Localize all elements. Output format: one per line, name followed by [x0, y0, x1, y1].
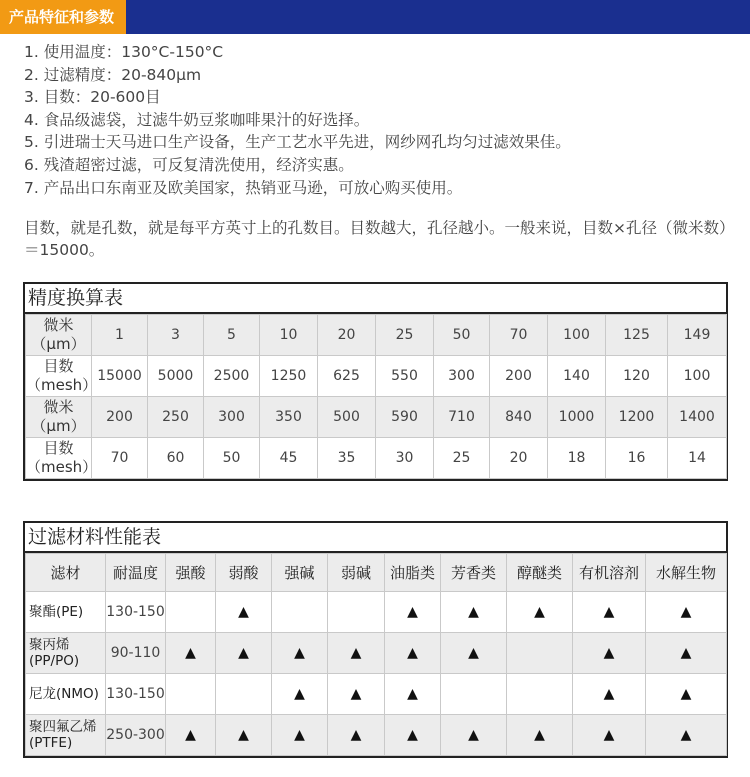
micron-cell: 149	[668, 315, 727, 356]
micron-cell: 350	[260, 397, 318, 438]
micron-row	[26, 397, 727, 438]
mesh-cell: 120	[606, 356, 668, 397]
feature-item: 5. 引进瑞士天马进口生产设备，生产工艺水平先进，网纱网孔均匀过滤效果佳。	[24, 133, 571, 152]
mesh-cell: 1250	[260, 356, 318, 397]
header-cell: 醇醚类	[507, 554, 573, 592]
compat-cell	[328, 715, 385, 756]
mesh-row	[26, 438, 727, 479]
triangle-mark-icon: ▲	[407, 604, 418, 620]
compat-cell	[441, 633, 507, 674]
mesh-cell: 300	[434, 356, 490, 397]
mesh-cell: 625	[318, 356, 376, 397]
material-row	[26, 715, 727, 756]
compat-cell	[216, 592, 272, 633]
mesh-cell: 550	[376, 356, 434, 397]
material-temp: 130-150	[106, 674, 166, 715]
compat-cell	[216, 674, 272, 715]
compat-cell	[507, 715, 573, 756]
mesh-cell: 30	[376, 438, 434, 479]
header-cell: 强酸	[166, 554, 216, 592]
mesh-row	[26, 356, 727, 397]
micron-cell: 1	[92, 315, 148, 356]
triangle-mark-icon: ▲	[407, 727, 418, 743]
micron-cell: 50	[434, 315, 490, 356]
material-name: 聚四氟乙烯(PTFE)	[26, 715, 106, 756]
header-cell: 滤材	[26, 554, 106, 592]
compat-cell	[441, 715, 507, 756]
mesh-cell: 140	[548, 356, 606, 397]
material-temp: 90-110	[106, 633, 166, 674]
compat-cell	[216, 633, 272, 674]
micron-cell: 100	[548, 315, 606, 356]
mesh-cell: 45	[260, 438, 318, 479]
mesh-cell: 25	[434, 438, 490, 479]
micron-cell: 20	[318, 315, 376, 356]
header-cell: 弱酸	[216, 554, 272, 592]
triangle-mark-icon: ▲	[185, 727, 196, 743]
section-header	[0, 0, 750, 34]
triangle-mark-icon: ▲	[294, 645, 305, 661]
mesh-cell: 60	[148, 438, 204, 479]
header-cell: 水解生物	[646, 554, 727, 592]
micron-cell: 500	[318, 397, 376, 438]
material-table	[23, 521, 728, 758]
mesh-cell: 70	[92, 438, 148, 479]
micron-cell: 200	[92, 397, 148, 438]
feature-item: 3. 目数：20-600目	[24, 88, 161, 107]
micron-cell: 590	[376, 397, 434, 438]
mesh-cell: 35	[318, 438, 376, 479]
feature-item: 6. 残渣超密过滤，可反复清洗使用，经济实惠。	[24, 155, 354, 174]
compat-cell	[328, 592, 385, 633]
triangle-mark-icon: ▲	[238, 727, 249, 743]
material-row	[26, 592, 727, 633]
compat-cell	[328, 633, 385, 674]
triangle-mark-icon: ▲	[294, 686, 305, 702]
header-cell: 有机溶剂	[573, 554, 646, 592]
triangle-mark-icon: ▲	[680, 604, 692, 620]
material-grid	[25, 553, 727, 756]
triangle-mark-icon: ▲	[534, 727, 545, 743]
compat-cell	[166, 674, 216, 715]
material-header-row	[26, 554, 727, 592]
mesh-cell: 5000	[148, 356, 204, 397]
feature-item: 4. 食品级滤袋，过滤牛奶豆浆咖啡果汁的好选择。	[24, 110, 370, 129]
material-temp: 250-300	[106, 715, 166, 756]
section-title: 产品特征和参数	[0, 0, 126, 34]
precision-grid	[25, 314, 727, 479]
triangle-mark-icon: ▲	[603, 727, 615, 743]
compat-cell	[272, 592, 328, 633]
micron-cell: 10	[260, 315, 318, 356]
compat-cell	[166, 633, 216, 674]
mesh-cell: 18	[548, 438, 606, 479]
compat-cell	[573, 674, 646, 715]
mesh-cell: 15000	[92, 356, 148, 397]
micron-cell: 1000	[548, 397, 606, 438]
triangle-mark-icon: ▲	[680, 686, 692, 702]
mesh-label: 目数（mesh）	[26, 438, 92, 479]
triangle-mark-icon: ▲	[603, 686, 615, 702]
compat-cell	[507, 592, 573, 633]
compat-cell	[272, 633, 328, 674]
compat-cell	[385, 592, 441, 633]
micron-cell: 250	[148, 397, 204, 438]
mesh-note: 目数，就是孔数，就是每平方英寸上的孔数目。目数越大，孔径越小。一般来说，目数×孔径（微米数）＝15000。	[24, 219, 727, 259]
precision-table	[23, 282, 728, 481]
triangle-mark-icon: ▲	[680, 645, 692, 661]
compat-cell	[385, 633, 441, 674]
header-cell: 油脂类	[385, 554, 441, 592]
compat-cell	[646, 674, 727, 715]
material-body	[26, 592, 727, 756]
material-name: 尼龙(NMO)	[26, 674, 106, 715]
micron-cell: 25	[376, 315, 434, 356]
feature-item: 1. 使用温度：130°C-150°C	[24, 43, 224, 61]
triangle-mark-icon: ▲	[350, 645, 362, 661]
triangle-mark-icon: ▲	[407, 645, 418, 661]
header-cell: 耐温度	[106, 554, 166, 592]
mesh-cell: 14	[668, 438, 727, 479]
material-name: 聚酯(PE)	[26, 592, 106, 633]
feature-item: 7. 产品出口东南亚及欧美国家，热销亚马逊，可放心购买使用。	[24, 178, 463, 197]
triangle-mark-icon: ▲	[680, 727, 692, 743]
micron-cell: 1400	[668, 397, 727, 438]
micron-cell: 3	[148, 315, 204, 356]
triangle-mark-icon: ▲	[185, 645, 196, 661]
header-cell: 弱碱	[328, 554, 385, 592]
feature-list	[24, 41, 571, 199]
mesh-cell: 100	[668, 356, 727, 397]
compat-cell	[646, 592, 727, 633]
compat-cell	[272, 715, 328, 756]
triangle-mark-icon: ▲	[603, 645, 615, 661]
mesh-label: 目数（mesh）	[26, 356, 92, 397]
compat-cell	[441, 592, 507, 633]
micron-cell: 840	[490, 397, 548, 438]
compat-cell	[385, 715, 441, 756]
compat-cell	[328, 674, 385, 715]
triangle-mark-icon: ▲	[468, 604, 479, 620]
compat-cell	[573, 592, 646, 633]
material-row	[26, 674, 727, 715]
triangle-mark-icon: ▲	[468, 645, 479, 661]
precision-table-title: 精度换算表	[25, 284, 726, 314]
triangle-mark-icon: ▲	[350, 686, 362, 702]
header-cell: 强碱	[272, 554, 328, 592]
material-temp: 130-150	[106, 592, 166, 633]
mesh-cell: 20	[490, 438, 548, 479]
micron-cell: 710	[434, 397, 490, 438]
triangle-mark-icon: ▲	[238, 604, 249, 620]
triangle-mark-icon: ▲	[350, 727, 362, 743]
material-name: 聚丙烯(PP/PO)	[26, 633, 106, 674]
compat-cell	[272, 674, 328, 715]
triangle-mark-icon: ▲	[407, 686, 418, 702]
compat-cell	[385, 674, 441, 715]
mesh-cell: 16	[606, 438, 668, 479]
compat-cell	[573, 715, 646, 756]
mesh-cell: 200	[490, 356, 548, 397]
material-table-title: 过滤材料性能表	[25, 523, 726, 553]
compat-cell	[507, 633, 573, 674]
micron-row	[26, 315, 727, 356]
compat-cell	[573, 633, 646, 674]
compat-cell	[441, 674, 507, 715]
micron-label: 微米（μm）	[26, 315, 92, 356]
triangle-mark-icon: ▲	[238, 645, 249, 661]
compat-cell	[646, 633, 727, 674]
compat-cell	[166, 715, 216, 756]
compat-cell	[166, 592, 216, 633]
triangle-mark-icon: ▲	[468, 727, 479, 743]
compat-cell	[507, 674, 573, 715]
micron-cell: 5	[204, 315, 260, 356]
triangle-mark-icon: ▲	[603, 604, 615, 620]
triangle-mark-icon: ▲	[294, 727, 305, 743]
micron-cell: 70	[490, 315, 548, 356]
mesh-cell: 2500	[204, 356, 260, 397]
triangle-mark-icon: ▲	[534, 604, 545, 620]
micron-cell: 1200	[606, 397, 668, 438]
feature-item: 2. 过滤精度：20-840μm	[24, 65, 202, 84]
header-cell: 芳香类	[441, 554, 507, 592]
compat-cell	[646, 715, 727, 756]
micron-label: 微米（μm）	[26, 397, 92, 438]
mesh-cell: 50	[204, 438, 260, 479]
micron-cell: 125	[606, 315, 668, 356]
micron-cell: 300	[204, 397, 260, 438]
material-row	[26, 633, 727, 674]
compat-cell	[216, 715, 272, 756]
